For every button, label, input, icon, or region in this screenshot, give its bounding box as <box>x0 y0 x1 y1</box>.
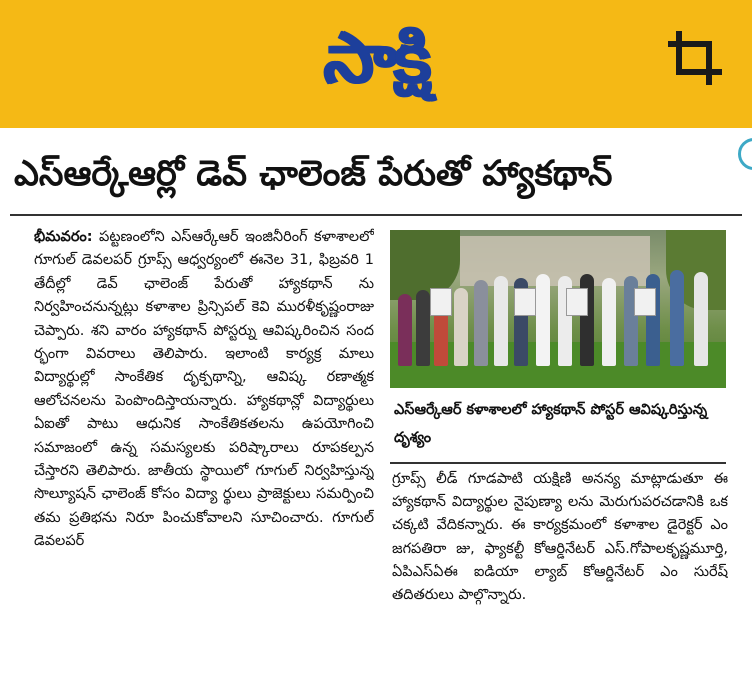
article-text-left: పట్టణంలోని ఎస్ఆర్కేఆర్ ఇంజినీరింగ్ కళాశాలలో గూగుల్ డెవలపర్ గ్రూప్స్ ఆధ్వర్యంలో ఈనెల 31, ఫిబ్రవరి 1 తేదీల్లో డెవ్ ఛాలెంజ్ పేరుతో హ్యాకథాన్ ను నిర్వహించనున్నట్లు కళాశాల ప్రిన్సిపల్ కెవి మురళీకృష్ణంరాజు చెప్పారు. శని వారం హ్యాకథాన్ పోస్టర్ను ఆవిష్కరించిన సంద ర్భంగా వివరాలు తెలిపారు. ఇలాంటి కార్యక్ర మాలు విద్యార్థుల్లో సాంకేతిక దృక్పథాన్ని, ఆవిష్క రణాత్మక ఆలోచనలను పెంపొందిస్తాయన్నారు. హ్యాకథాన్లో విద్యార్థులు ఏఐతో పాటు ఆధునిక సాంకేతికతలను ఉపయోగించి సమాజంలో ఉన్న సమస్యలకు పరిష్కారాలు రూపకల్పన చేస్తారని తెలిపారు. జాతీయ స్థాయిలో గూగుల్ నిర్వహిస్తున్న సొల్యూషన్ ఛాలెంజ్ కోసం విద్యా ర్థులు ప్రాజెక్టులు సమర్పించి తమ ప్రతిభను నిరూ పించుకోవాలని సూచించారు. గూగుల్ డెవలపర్ <box>34 229 374 550</box>
crop-icon[interactable] <box>665 28 725 88</box>
article-text-right: గ్రూప్స్ లీడ్ గూడపాటి యక్షిణి అనన్య మాట్లాడుతూ ఈ హ్యాకథాన్ విద్యార్థుల నైపుణ్యా లను మెరుగుపరచడానికి ఒక చక్కటి వేదికన్నారు. ఈ కార్యక్రమంలో కళాశాల డైరెక్టర్ ఎం జగపతిరా జు, ఫ్యాకల్టీ కోఆర్డినేటర్ ఎస్.గోపాలకృష్ణమూర్తి, ఏపిఎస్ఏఈ ఐడియా ల్యాబ్ కోఆర్డినేటర్ ఎం సురేష్ తదితరులు పాల్గొన్నారు. <box>392 471 728 604</box>
event-photo <box>390 230 726 388</box>
article-body-left <box>34 226 374 666</box>
headline-divider <box>10 214 742 216</box>
article-body-right <box>392 468 728 668</box>
masthead <box>0 0 752 128</box>
caption-divider <box>390 462 726 464</box>
article-headline: ఎస్ఆర్కేఆర్లో డెవ్ ఛాలెంజ్ పేరుతో హ్యాకథాన్ <box>14 154 613 194</box>
dateline: భీమవరం: <box>34 229 93 245</box>
edge-circle-icon <box>738 138 752 170</box>
newspaper-logo: సాక్షి <box>323 17 429 99</box>
photo-caption: ఎస్ఆర్కేఆర్ కళాశాలలో హ్యాకథాన్ పోస్టర్ ఆవిష్కరిస్తున్న దృశ్యం <box>394 402 708 446</box>
